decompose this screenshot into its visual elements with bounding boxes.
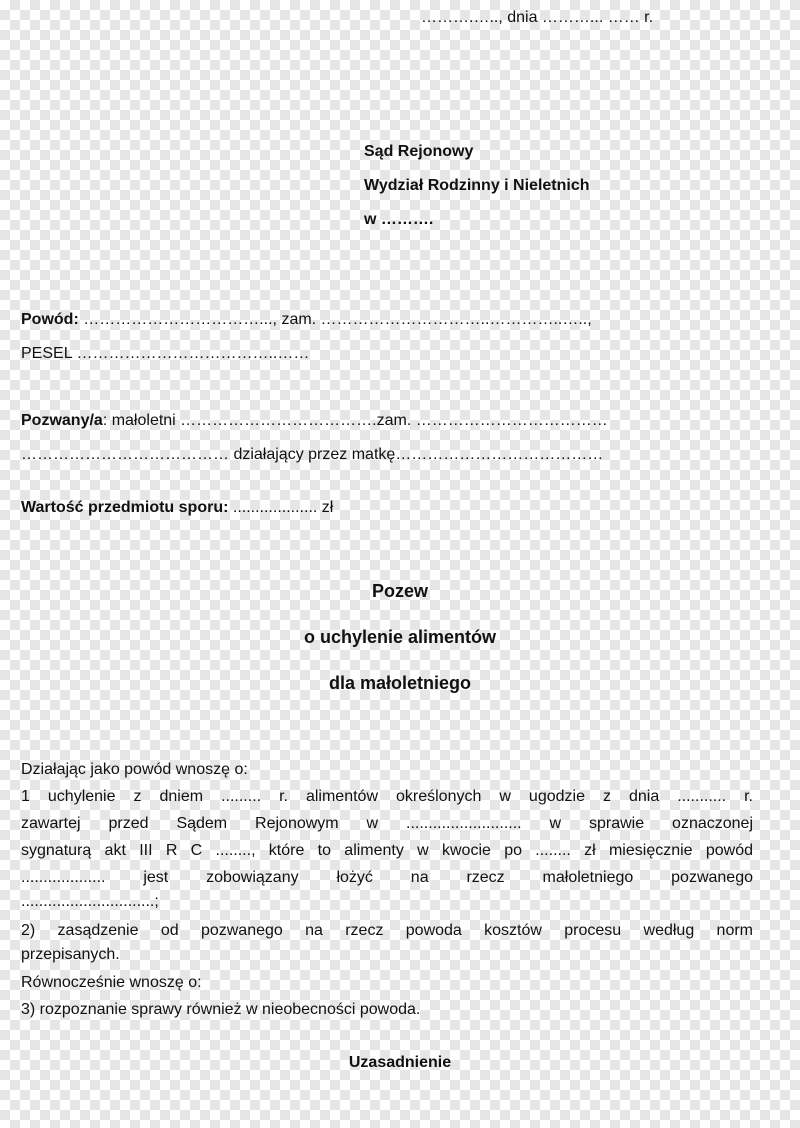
also-requests: Równocześnie wnoszę o: <box>21 974 202 991</box>
defendant-label: Pozwany/a <box>21 412 103 429</box>
request-3: 3) rozpoznanie sprawy również w nieobecności powoda. <box>21 1001 421 1018</box>
request-1-line-4: ................... jest zobowiązany łożyć na rzecz małoletniego pozwanego <box>21 869 753 886</box>
request-1-line-2: zawartej przed Sądem Rejonowym w .......................... w sprawie oznaczonej <box>21 815 753 832</box>
claim-value-label: Wartość przedmiotu sporu: <box>21 499 229 516</box>
defendant-line-2: ………………………………… działający przez matkę………………………………… <box>21 446 604 463</box>
request-1-line-3: sygnaturą akt III R C ........, które to alimenty w kwocie po ........ zł miesięcznie powód <box>21 842 753 859</box>
court-location: w ………. <box>364 211 434 228</box>
claim-value-amount: ................... zł <box>228 499 334 516</box>
date-line: ……….….., dnia ………... …… r. <box>421 9 654 26</box>
plaintiff-line <box>21 310 592 330</box>
request-2-line-1: 2) zasądzenie od pozwanego na rzecz powoda kosztów procesu według norm <box>21 922 753 939</box>
document-subtitle-2: dla małoletniego <box>328 673 472 693</box>
court-name: Sąd Rejonowy <box>364 143 474 160</box>
claim-value-line <box>21 498 333 518</box>
court-division: Wydział Rodzinny i Nieletnich <box>364 177 590 194</box>
request-2-line-2: przepisanych. <box>21 946 120 963</box>
justification-heading: Uzasadnienie <box>348 1054 452 1071</box>
request-1-line-1: 1 uchylenie z dniem ......... r. alimentów określonych w ugodzie z dnia ........... r. <box>21 788 753 805</box>
defendant-value: : małoletni ……………………………….zam. ……………………………… <box>102 412 608 429</box>
document-title: Pozew <box>371 581 428 601</box>
plaintiff-value: ……………………………..., zam. …………………………..…………..….., <box>78 311 592 328</box>
plaintiff-pesel: PESEL ………………………………..…… <box>21 345 310 362</box>
defendant-line <box>21 411 608 431</box>
request-1-line-5: ..............................; <box>21 893 159 910</box>
plaintiff-label: Powód: <box>21 311 79 328</box>
body-intro: Działając jako powód wnoszę o: <box>21 761 248 778</box>
document-subtitle: o uchylenie alimentów <box>303 627 497 647</box>
